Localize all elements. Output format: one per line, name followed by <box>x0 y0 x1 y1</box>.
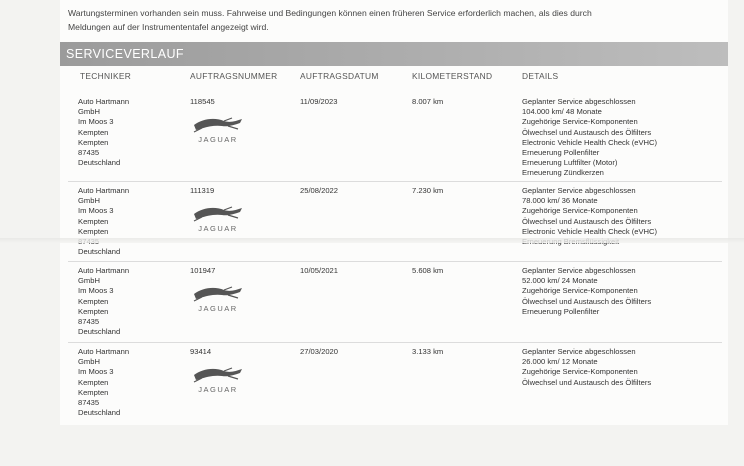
technician-line: Im Moos 3 <box>78 286 114 296</box>
leaping-cat-icon <box>188 365 248 395</box>
technician-line: Im Moos 3 <box>78 117 114 127</box>
column-header-order-number: AUFTRAGSNUMMER <box>190 71 278 81</box>
service-details <box>522 97 722 179</box>
logo-wordmark: JAGUAR <box>198 385 238 394</box>
intro-text <box>68 6 728 34</box>
technician-line: GmbH <box>78 276 100 286</box>
detail-line: Zugehörige Service-Komponenten <box>522 367 638 377</box>
detail-line: Erneuerung Luftfilter (Motor) <box>522 158 618 168</box>
leaping-cat-icon <box>188 204 248 234</box>
technician-line: Auto Hartmann <box>78 186 130 195</box>
paper-fold-line <box>0 238 744 243</box>
leaping-cat-icon <box>188 115 248 145</box>
column-header-details: DETAILS <box>522 71 559 81</box>
technician-line: Kempten <box>78 387 109 397</box>
logo-wordmark: JAGUAR <box>198 224 238 233</box>
detail-line: Geplanter Service abgeschlossen <box>522 266 636 275</box>
technician-line: Im Moos 3 <box>78 206 114 216</box>
technician-line: Auto Hartmann <box>78 347 130 356</box>
order-date: 27/03/2020 <box>300 347 339 356</box>
technician-line: GmbH <box>78 357 100 367</box>
technician-line: Kempten <box>78 226 109 236</box>
detail-line: 52.000 km/ 24 Monate <box>522 276 598 286</box>
jaguar-logo <box>188 115 248 145</box>
technician-line: Kempten <box>78 306 109 316</box>
technician-address <box>78 97 178 168</box>
detail-line: 26.000 km/ 12 Monate <box>522 357 598 367</box>
technician-line: Im Moos 3 <box>78 367 114 377</box>
technician-line: Kempten <box>78 127 109 137</box>
detail-line: Ölwechsel und Austausch des Ölfilters <box>522 377 652 387</box>
column-header-order-date: AUFTRAGSDATUM <box>300 71 379 81</box>
logo-wordmark: JAGUAR <box>198 135 238 144</box>
technician-line: Deutschland <box>78 247 121 257</box>
detail-line: Geplanter Service abgeschlossen <box>522 347 636 356</box>
detail-line: 104.000 km/ 48 Monate <box>522 107 602 117</box>
row-divider <box>68 342 722 343</box>
detail-line: Ölwechsel und Austausch des Ölfilters <box>522 216 652 226</box>
technician-line: GmbH <box>78 107 100 117</box>
technician-line: 87435 <box>78 398 100 408</box>
technician-line: Kempten <box>78 377 109 387</box>
leaping-cat-icon <box>188 284 248 314</box>
detail-line: Erneuerung Pollenfilter <box>522 148 600 158</box>
technician-line: Deutschland <box>78 158 121 168</box>
intro-line-2: Meldungen auf der Instrumententafel angezeigt wird. <box>68 22 269 32</box>
technician-line: 87435 <box>78 148 100 158</box>
section-banner <box>60 42 728 66</box>
order-number: 111319 <box>190 186 215 195</box>
technician-address <box>78 266 178 337</box>
column-header-mileage: KILOMETERSTAND <box>412 71 493 81</box>
jaguar-logo <box>188 204 248 234</box>
row-divider <box>68 261 722 262</box>
technician-line: Auto Hartmann <box>78 97 130 106</box>
technician-line: Auto Hartmann <box>78 266 130 275</box>
order-number: 101947 <box>190 266 216 275</box>
order-date: 11/09/2023 <box>300 97 338 106</box>
detail-line: Ölwechsel und Austausch des Ölfilters <box>522 127 652 137</box>
detail-line: Geplanter Service abgeschlossen <box>522 97 636 106</box>
detail-line: Zugehörige Service-Komponenten <box>522 286 638 296</box>
detail-line: Ölwechsel und Austausch des Ölfilters <box>522 296 652 306</box>
technician-line: Deutschland <box>78 408 121 418</box>
service-history-page <box>60 0 728 425</box>
order-number: 118545 <box>190 97 215 106</box>
logo-wordmark: JAGUAR <box>198 304 238 313</box>
mileage: 3.133 km <box>412 347 444 356</box>
technician-address <box>78 186 178 257</box>
technician-line: Deutschland <box>78 327 121 337</box>
mileage: 5.608 km <box>412 266 444 275</box>
row-divider <box>68 181 722 182</box>
detail-line: Geplanter Service abgeschlossen <box>522 186 636 195</box>
technician-line: 87435 <box>78 317 100 327</box>
service-details <box>522 266 722 317</box>
mileage: 7.230 km <box>412 186 444 195</box>
detail-line: 78.000 km/ 36 Monate <box>522 196 598 206</box>
technician-line: Kempten <box>78 216 109 226</box>
jaguar-logo <box>188 284 248 314</box>
order-date: 10/05/2021 <box>300 266 339 275</box>
detail-line: Zugehörige Service-Komponenten <box>522 206 638 216</box>
technician-line: GmbH <box>78 196 100 206</box>
column-header-technician: TECHNIKER <box>80 71 132 81</box>
detail-line: Erneuerung Zündkerzen <box>522 168 604 178</box>
technician-line: Kempten <box>78 296 109 306</box>
order-date: 25/08/2022 <box>300 186 339 195</box>
service-details <box>522 347 722 388</box>
detail-line: Electronic Vehicle Health Check (eVHC) <box>522 137 658 147</box>
detail-line: Zugehörige Service-Komponenten <box>522 117 638 127</box>
order-number: 93414 <box>190 347 212 356</box>
technician-line: Kempten <box>78 137 109 147</box>
mileage: 8.007 km <box>412 97 444 106</box>
detail-line: Erneuerung Pollenfilter <box>522 306 600 316</box>
section-title: SERVICEVERLAUF <box>66 47 184 61</box>
jaguar-logo <box>188 365 248 395</box>
detail-line: Electronic Vehicle Health Check (eVHC) <box>522 226 658 236</box>
intro-line-1: Wartungsterminen vorhanden sein muss. Fahrweise und Bedingungen können einen früheren Service erforderlich machen, als dies durch <box>68 8 592 18</box>
technician-address <box>78 347 178 418</box>
